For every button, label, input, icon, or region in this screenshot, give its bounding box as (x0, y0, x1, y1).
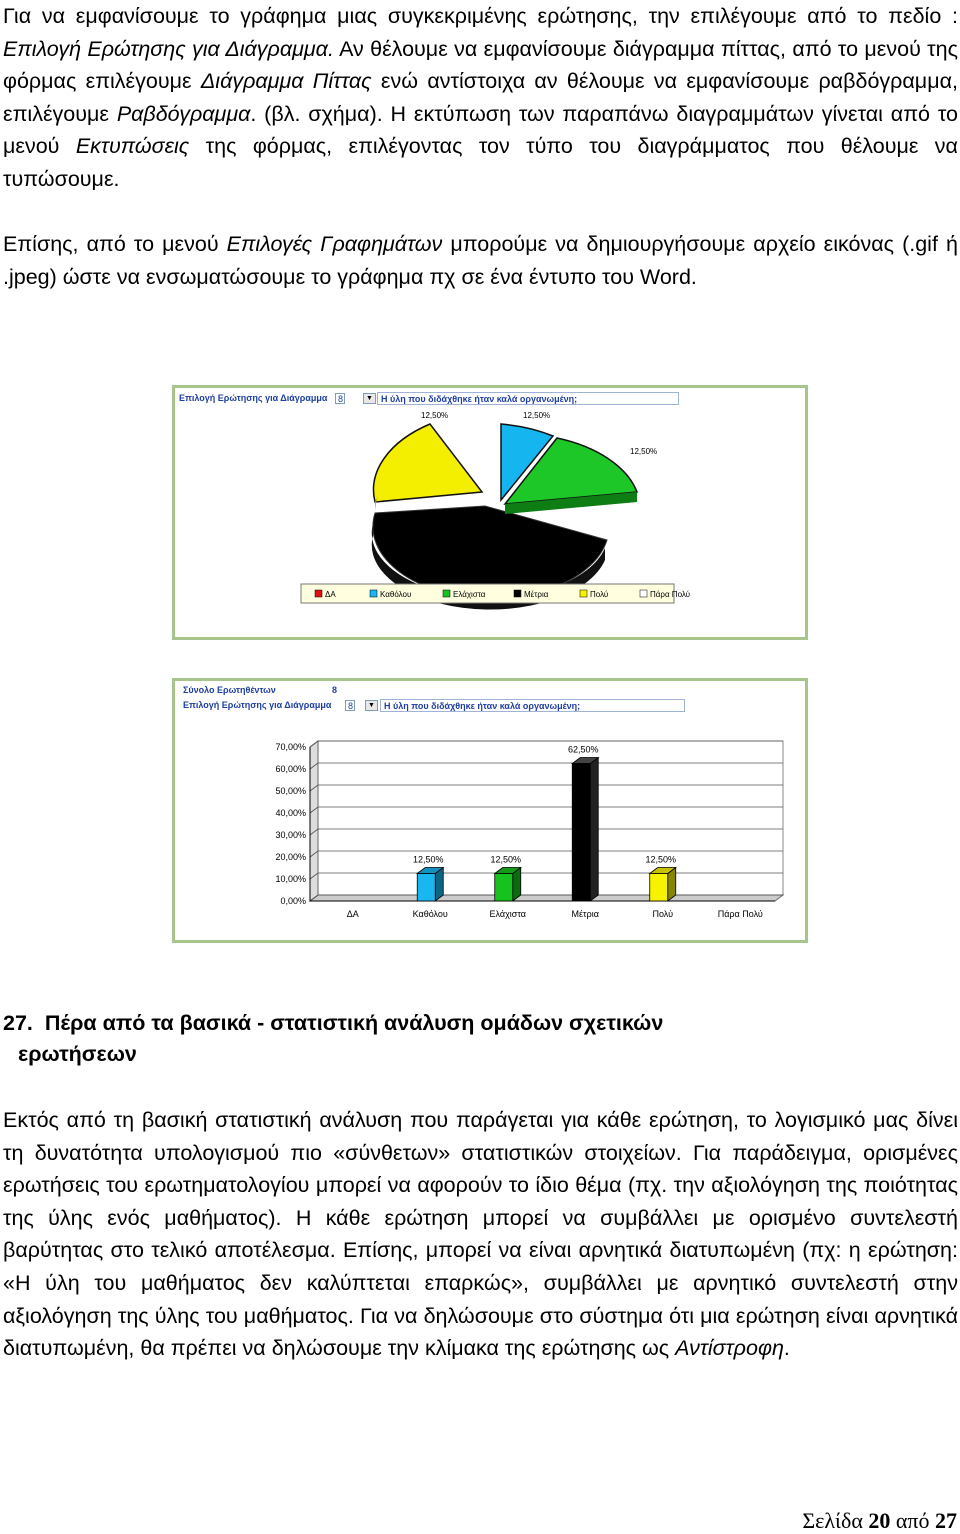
menu-name-emphasis: Επιλογές Γραφημάτων (226, 232, 443, 256)
text-run: μπορούμε να δημιουργήσουμε αρχείο εικόνας (.gif ή .jpeg) ώστε να ενσωματώσουμε το γράφημα πχ σε ένα έντυπο του Word. (3, 232, 958, 289)
text-run: Εκτός από τη βασική στατιστική ανάλυση που παράγεται για κάθε ερώτηση, το λογισμικό μας δίνει τη δυνατότητα υπολογισμού πιο «σύνθετων» στατιστικών στοιχείων. Για παράδειγμα, ορισμένες ερωτήσεις του ερωτηματολογίου μπορεί να αφορούν το ίδιο θέμα (πχ. την αξιολόγηση της ποιότητας της ύλης ενός μαθήματος). Η κάθε ερώτηση μπορεί να συμβάλλει με ορισμένο συντελεστή βαρύτητας στο τελικό αποτέλεσμα. Επίσης, μπορεί να είναι αρνητικά διατυπωμένη (πχ: η ερώτηση: «Η ύλη του μαθήματος δεν καλύπτεται επαρκώς», συμβάλλει με αρνητικό συντελεστή στην αξιολόγηση της ύλης του μαθήματος. Για να δηλώσουμε στο σύστημα ότι μια ερώτηση είναι αρνητικά διατυπωμένη, θα πρέπει να δηλώσουμε την κλίμακα της ερώτησης ως (3, 1108, 958, 1361)
question-select-label: Επιλογή Ερώτησης για Διάγραμμα (183, 700, 332, 710)
menu-name-emphasis: Ραβδόγραμμα (116, 101, 251, 126)
legend-label-katholou: Καθόλου (380, 590, 412, 599)
footer-page-number: 20 (868, 1508, 891, 1533)
dropdown-arrow-icon[interactable]: ▼ (363, 393, 376, 404)
legend-label-metria: Μέτρια (524, 590, 549, 599)
legend-box (301, 584, 674, 603)
x-tick-label: Πάρα Πολύ (717, 909, 763, 919)
legend-label-poly: Πολύ (590, 590, 609, 599)
x-tick-label: Πολύ (652, 909, 674, 919)
advanced-analysis-paragraph (3, 1104, 958, 1365)
text-run: Για να εμφανίσουμε το γράφημα μιας συγκεκριμένης ερώτησης, την επιλέγουμε από το πεδίο : (3, 4, 958, 28)
footer-of-word: από (895, 1508, 930, 1533)
bar-side (590, 758, 598, 902)
chart-back-wall (318, 741, 783, 895)
text-run: Αν θέλουμε να εμφανίσουμε διάγραμμα πίττας, από το μενού της φόρμας επιλέγουμε (3, 36, 958, 94)
legend-label-da: ΔΑ (325, 590, 336, 599)
graph-options-paragraph (3, 228, 958, 293)
y-tick-label: 20,00% (275, 852, 306, 862)
section-heading (3, 1008, 903, 1070)
text-run: ενώ αντίστοιχα αν θέλουμε να εμφανίσουμε ραβδόγραμμα, επιλέγουμε (3, 69, 958, 126)
text-run: . (783, 1336, 790, 1361)
chart-floor (310, 895, 783, 901)
footer-page-total: 27 (935, 1508, 957, 1533)
x-tick-label: ΔΑ (346, 909, 359, 919)
data-label: 12,50% (490, 854, 522, 865)
data-label-poly: 12,50% (421, 411, 449, 420)
question-select-field[interactable]: 8 (345, 700, 355, 711)
bar-chart (175, 717, 805, 945)
scale-name-emphasis: Αντίστροφη (675, 1336, 784, 1361)
data-label: 12,50% (412, 854, 444, 865)
y-tick-label: 40,00% (275, 808, 306, 818)
y-tick-label: 10,00% (275, 874, 306, 884)
pie-slice-poly (374, 424, 482, 502)
section-number: 27. (3, 1011, 33, 1035)
y-tick-label: 60,00% (275, 764, 306, 774)
y-tick-label: 0,00% (280, 896, 306, 906)
question-title-field: Η ύλη που διδάχθηκε ήταν καλά οργανωμένη; (380, 699, 685, 712)
bar (495, 874, 513, 902)
text-run: της φόρμας, επιλέγοντας τον τύπο του διαγράμματος που θέλουμε να τυπώσουμε. (3, 134, 958, 191)
bar (650, 874, 668, 902)
legend-label-elaxista: Ελάχιστα (453, 590, 486, 599)
x-tick-label: Ελάχιστα (489, 909, 526, 919)
total-respondents-label: Σύνολο Ερωτηθέντων (183, 685, 276, 695)
question-select-field[interactable]: 8 (335, 393, 345, 404)
bar (417, 874, 435, 902)
x-tick-label: Μέτρια (571, 909, 599, 919)
section-title-line1: Πέρα από τα βασικά - στατιστική ανάλυση ομάδων σχετικών (44, 1011, 664, 1035)
page-footer (802, 1508, 957, 1534)
pie-chart-screenshot (172, 385, 808, 640)
data-label-katholou: 12,50% (523, 411, 551, 420)
text-run: . (βλ. σχήμα). Η εκτύπωση των παραπάνω διαγραμμάτων γίνεται από το μενού (3, 101, 958, 159)
chart-side-wall (310, 741, 318, 901)
question-select-label: Επιλογή Ερώτησης για Διάγραμμα (179, 393, 328, 403)
legend-label-parapoly: Πάρα Πολύ (650, 590, 691, 599)
pie-chart (175, 408, 805, 643)
data-label-elaxista: 12,50% (630, 447, 658, 456)
data-label: 62,50% (567, 744, 599, 755)
dropdown-arrow-icon[interactable]: ▼ (365, 700, 378, 711)
y-tick-label: 70,00% (275, 742, 306, 752)
bar (572, 764, 590, 902)
question-title-field: Η ύλη που διδάχθηκε ήταν καλά οργανωμένη; (377, 392, 679, 405)
data-label: 12,50% (645, 854, 677, 865)
text-run: Επίσης, από το μενού (3, 232, 227, 256)
y-tick-label: 50,00% (275, 786, 306, 796)
section-title-line2: ερωτήσεων (18, 1042, 137, 1066)
x-tick-label: Καθόλου (412, 909, 448, 919)
bar-chart-screenshot (172, 678, 808, 943)
menu-name-emphasis: Διάγραμμα Πίττας (200, 69, 372, 94)
menu-name-emphasis: Εκτυπώσεις (75, 134, 190, 159)
field-name-emphasis: Επιλογή Ερώτησης για Διάγραμμα. (3, 36, 334, 61)
footer-page-word: Σελίδα (802, 1508, 863, 1533)
intro-paragraph (3, 0, 958, 196)
total-respondents-value: 8 (332, 685, 338, 695)
y-tick-label: 30,00% (275, 830, 306, 840)
